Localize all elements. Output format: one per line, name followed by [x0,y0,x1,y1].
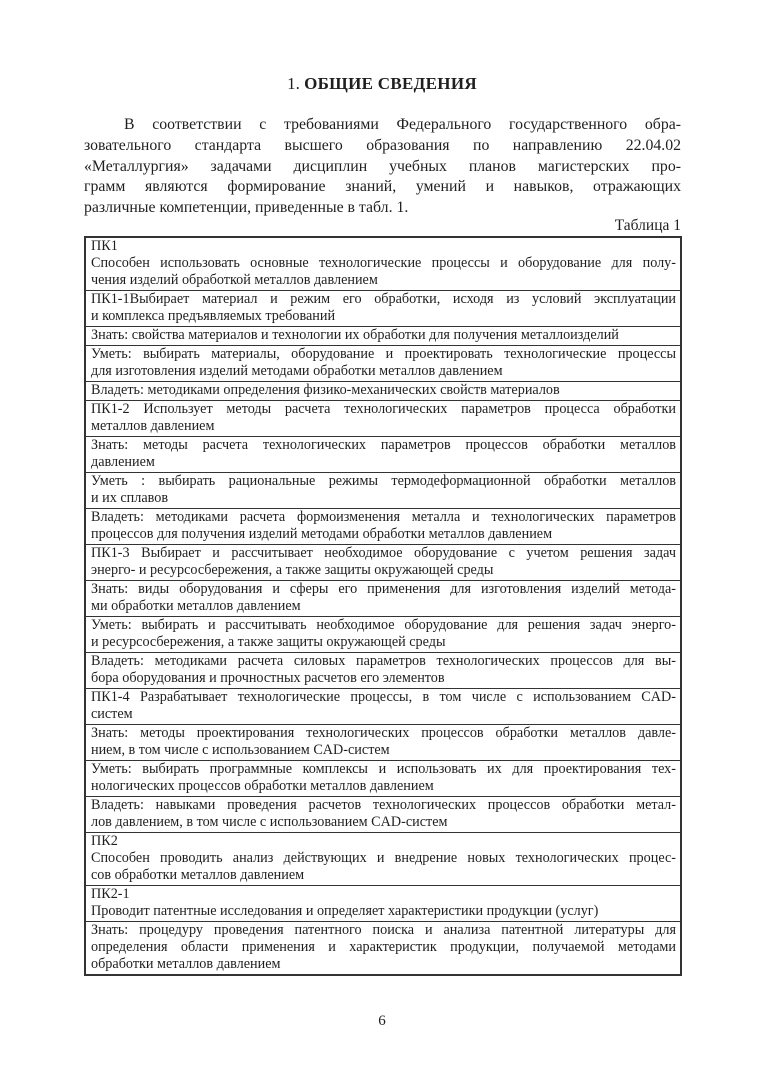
table-row [85,581,681,617]
table-cell: Владеть: методиками расчета силовых параметров технологических процессов для вы- бора оборудования и прочностных расчетов его элементов [85,653,681,689]
table-cell: Знать: процедуру проведения патентного поиска и анализа патентной литературы для определения области применения и характеристик продукции, получаемой методами обработки металлов давлением [85,922,681,976]
table-cell: Знать: виды оборудования и сферы его применения для изготовления изделий метода- ми обработки металлов давлением [85,581,681,617]
table-row [85,797,681,833]
table-cell: Владеть: методиками определения физико-механических свойств материалов [85,382,681,401]
table-row [85,237,681,291]
table-cell: Знать: методы расчета технологических параметров процессов обработки металлов давлением [85,437,681,473]
competence-table-body [85,237,681,975]
table-row [85,689,681,725]
intro-paragraph: В соответствии с требованиями Федерального государственного обра- зовательного стандарта высшего образования по направлению 22.04.02 «Металлургия» задачами дисциплин учебных планов магистерских про- грамм являются формирование знаний, умений и навыков, отражающих различные компетенции, приведенные в табл. 1. [84,116,681,217]
section-heading [0,73,764,94]
table-row [85,922,681,976]
competence-table [84,236,682,976]
table-row [85,761,681,797]
table-row [85,725,681,761]
table-row [85,473,681,509]
table-cell: Владеть: навыками проведения расчетов технологических процессов обработки метал- лов давлением, в том числе с использованием CAD-систем [85,797,681,833]
table-cell: ПК1 Способен использовать основные технологические процессы и оборудование для полу- чения изделий обработкой металлов давлением [85,237,681,291]
table-cell: ПК2-1 Проводит патентные исследования и определяет характеристики продукции (услуг) [85,886,681,922]
table-cell: ПК1-3 Выбирает и рассчитывает необходимое оборудование с учетом решения задач энерго- и ресурсосбережения, а также защиты окружающей среды [85,545,681,581]
section-number: 1. [287,74,300,93]
table-cell: Уметь: выбирать и рассчитывать необходимое оборудование для решения задач энерго- и ресурсосбережения, а также защиты окружающей среды [85,617,681,653]
table-cell: Уметь: выбирать материалы, оборудование и проектировать технологические процессы для изготовления изделий методами обработки металлов давлением [85,346,681,382]
table-row [85,833,681,886]
table-row [85,346,681,382]
table-row [85,437,681,473]
table-row [85,382,681,401]
page-number: 6 [378,1013,386,1029]
table-row [85,545,681,581]
table-row [85,653,681,689]
table-row [85,401,681,437]
table-cell: ПК1-4 Разрабатывает технологические процессы, в том числе с использованием CAD- систем [85,689,681,725]
table-row [85,509,681,545]
table-row [85,886,681,922]
table-cell: ПК1-2 Использует методы расчета технологических параметров процесса обработки металлов давлением [85,401,681,437]
table-cell: Уметь : выбирать рациональные режимы термодеформационной обработки металлов и их сплавов [85,473,681,509]
table-cell: Уметь: выбирать программные комплексы и использовать их для проектирования тех- нологических процессов обработки металлов давлением [85,761,681,797]
table-cell: ПК1-1Выбирает материал и режим его обработки, исходя из условий эксплуатации и комплекса предъявляемых требований [85,291,681,327]
table-cell: Владеть: методиками расчета формоизменения металла и технологических параметров процессов для получения изделий методами обработки металлов давлением [85,509,681,545]
table-cell: ПК2 Способен проводить анализ действующих и внедрение новых технологических процес- сов обработки металлов давлением [85,833,681,886]
table-cell: Знать: методы проектирования технологических процессов обработки металлов давле- нием, в том числе с использованием CAD-систем [85,725,681,761]
table-cell: Знать: свойства материалов и технологии их обработки для получения металлоизделий [85,327,681,346]
table-caption: Таблица 1 [614,217,681,234]
table-row [85,291,681,327]
table-row [85,617,681,653]
table-row [85,327,681,346]
section-title: ОБЩИЕ СВЕДЕНИЯ [304,74,477,93]
